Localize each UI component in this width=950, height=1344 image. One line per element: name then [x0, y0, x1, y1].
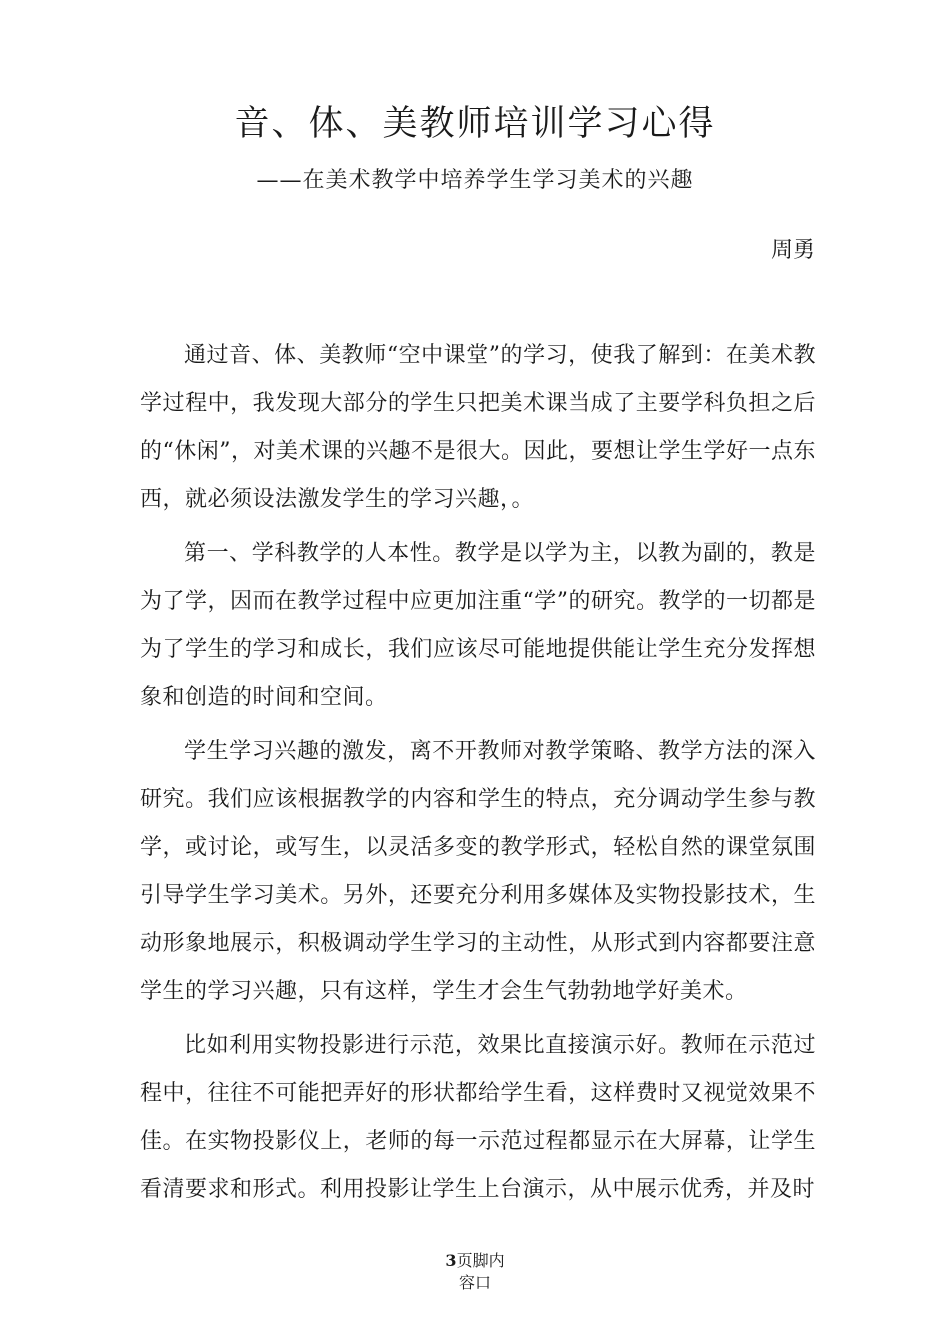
document-body: [140, 332, 816, 1220]
paragraph-first-point: 第一、学科教学的人本性。教学是以学为主，以教为副的，教是为了学，因而在教学过程中应更加注重“学”的研究。教学的一切都是为了学生的学习和成长，我们应该尽可能地提供能让学生充分发挥想象和创造的时间和空间。: [140, 541, 816, 710]
document-subtitle: ——在美术教学中培养学生学习美术的兴趣: [256, 168, 694, 193]
footer-text-1: 页脚内: [456, 1251, 505, 1270]
page-footer: [0, 1250, 950, 1294]
paragraph-projection: 比如利用实物投影进行示范，效果比直接演示好。教师在示范过程中，往往不可能把弄好的形状都给学生看，这样费时又视觉效果不佳。在实物投影仪上，老师的每一示范过程都显示在大屏幕，让学生看清要求和形式。利用投影让学生上台演示，从中展示优秀，并及时: [140, 1033, 816, 1202]
paragraph-intro: 通过音、体、美教师“空中课堂”的学习，使我了解到：在美术教学过程中，我发现大部分的学生只把美术课当成了主要学科负担之后的“休闲”，对美术课的兴趣不是很大。因此，要想让学生学好一点东西，就必须设法激发学生的学习兴趣，。: [140, 343, 816, 512]
document-title: 音、体、美教师培训学习心得: [234, 104, 716, 144]
page-number: 3: [445, 1251, 457, 1270]
paragraph-interest: 学生学习兴趣的激发，离不开教师对教学策略、教学方法的深入研究。我们应该根据教学的内容和学生的特点，充分调动学生参与教学，或讨论，或写生，以灵活多变的教学形式，轻松自然的课堂氛围引导学生学习美术。另外，还要充分利用多媒体及实物投影技术，生动形象地展示，积极调动学生学习的主动性，从形式到内容都要注意学生的学习兴趣，只有这样，学生才会生气勃勃地学好美术。: [140, 739, 816, 1004]
author-name: 周勇: [770, 238, 815, 263]
footer-text-2: 容口: [458, 1273, 491, 1292]
footer-line-1: [0, 1250, 950, 1272]
